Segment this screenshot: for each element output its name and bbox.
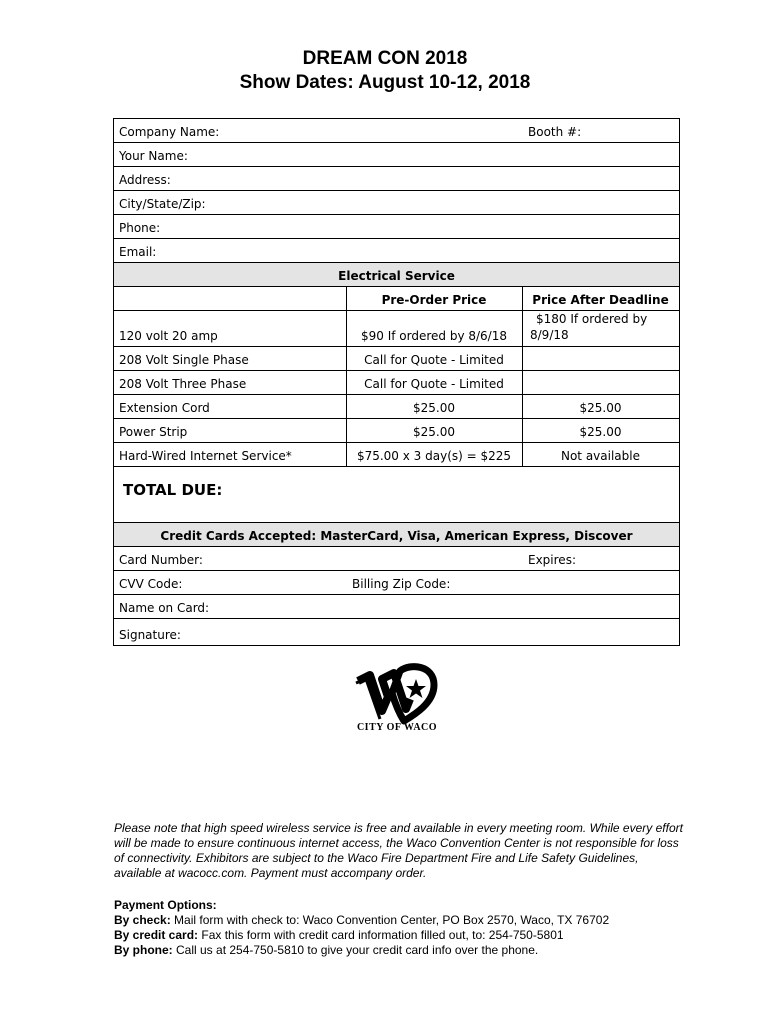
item-after-price [522,371,679,394]
cvv-row[interactable] [114,571,679,595]
item-name: 208 Volt Three Phase [119,377,247,391]
signature-label: Signature: [119,628,181,642]
credit-cards-header [114,523,679,547]
expires-label: Expires: [528,553,576,567]
item-after-price: $25.00 [579,425,622,439]
table-row[interactable] [114,443,679,467]
name-on-card-row[interactable] [114,595,679,619]
pay-by-check: By check: Mail form with check to: Waco Convention Center, PO Box 2570, Waco, TX 76702 [114,913,610,927]
item-name: Hard-Wired Internet Service* [119,449,292,463]
registration-form [113,118,680,646]
billing-zip-label: Billing Zip Code: [352,577,451,591]
city-row[interactable] [114,191,679,215]
item-name: 120 volt 20 amp [119,329,218,343]
item-preorder-price: $25.00 [413,425,455,439]
item-after-price-line2: 8/9/18 [530,328,569,342]
card-number-row[interactable] [114,547,679,571]
item-after-price: Not available [560,449,640,463]
total-due-label: TOTAL DUE: [123,480,223,499]
table-row[interactable] [114,395,679,419]
pay-by-phone: By phone: Call us at 254-750-5810 to give your credit card info over the phone. [114,943,539,957]
payment-options [114,898,694,958]
name-on-card-label: Name on Card: [119,601,210,615]
wireless-note: Please note that high speed wireless service is free and available in every meeting room. While every effort will be made to ensure continuous internet access, the Waco Convention Center is not responsible for loss of connectivity. Exhibitors are subject to the Waco Fire Department Fire and Life Safety Guidelines, available at wacocc.com. Payment must accompany order. [114,821,683,880]
item-name: Power Strip [119,425,188,439]
item-preorder-price: $90 If ordered by 8/6/18 [360,329,507,343]
table-row[interactable] [114,311,679,347]
name-row[interactable] [114,143,679,167]
email-row[interactable] [114,239,679,263]
company-row[interactable] [114,119,679,143]
pay-by-credit-card: By credit card: Fax this form with credit card information filled out, to: 254-750-5801 [114,928,564,942]
table-row[interactable] [114,371,679,395]
credit-cards-title: Credit Cards Accepted: MasterCard, Visa, American Express, Discover [160,529,633,543]
card-number-label: Card Number: [119,553,203,567]
after-deadline-column-header: Price After Deadline [532,293,669,307]
total-due-row[interactable] [114,467,679,523]
cvv-label: CVV Code: [119,577,183,591]
payment-options-heading: Payment Options: [114,898,217,912]
email-label: Email: [119,245,157,259]
item-preorder-price: Call for Quote - Limited [364,353,504,367]
item-preorder-price: $75.00 x 3 day(s) = $225 [356,449,512,463]
logo-text: CITY OF WACO [356,722,438,733]
show-dates: Show Dates: August 10-12, 2018 [239,72,531,93]
preorder-column-header: Pre-Order Price [381,293,487,307]
phone-label: Phone: [119,221,161,235]
signature-row[interactable] [114,619,679,645]
item-after-price [522,311,679,346]
table-row[interactable] [114,347,679,371]
address-row[interactable] [114,167,679,191]
electrical-title: Electrical Service [338,269,455,283]
item-name: Extension Cord [119,401,210,415]
item-preorder-price: Call for Quote - Limited [364,377,504,391]
address-label: Address: [119,173,171,187]
item-after-price: $25.00 [579,401,622,415]
table-row[interactable] [114,419,679,443]
city-label: City/State/Zip: [119,197,206,211]
item-after-price-line1: $180 If ordered by [536,312,648,326]
electrical-column-header [114,287,679,311]
electrical-section-header [114,263,679,287]
name-label: Your Name: [119,149,188,163]
item-preorder-price: $25.00 [413,401,455,415]
phone-row[interactable] [114,215,679,239]
company-label: Company Name: [119,125,220,139]
booth-label: Booth #: [528,125,582,139]
page-title: DREAM CON 2018 [302,48,468,69]
item-after-price [522,347,679,370]
item-name: 208 Volt Single Phase [119,353,249,367]
